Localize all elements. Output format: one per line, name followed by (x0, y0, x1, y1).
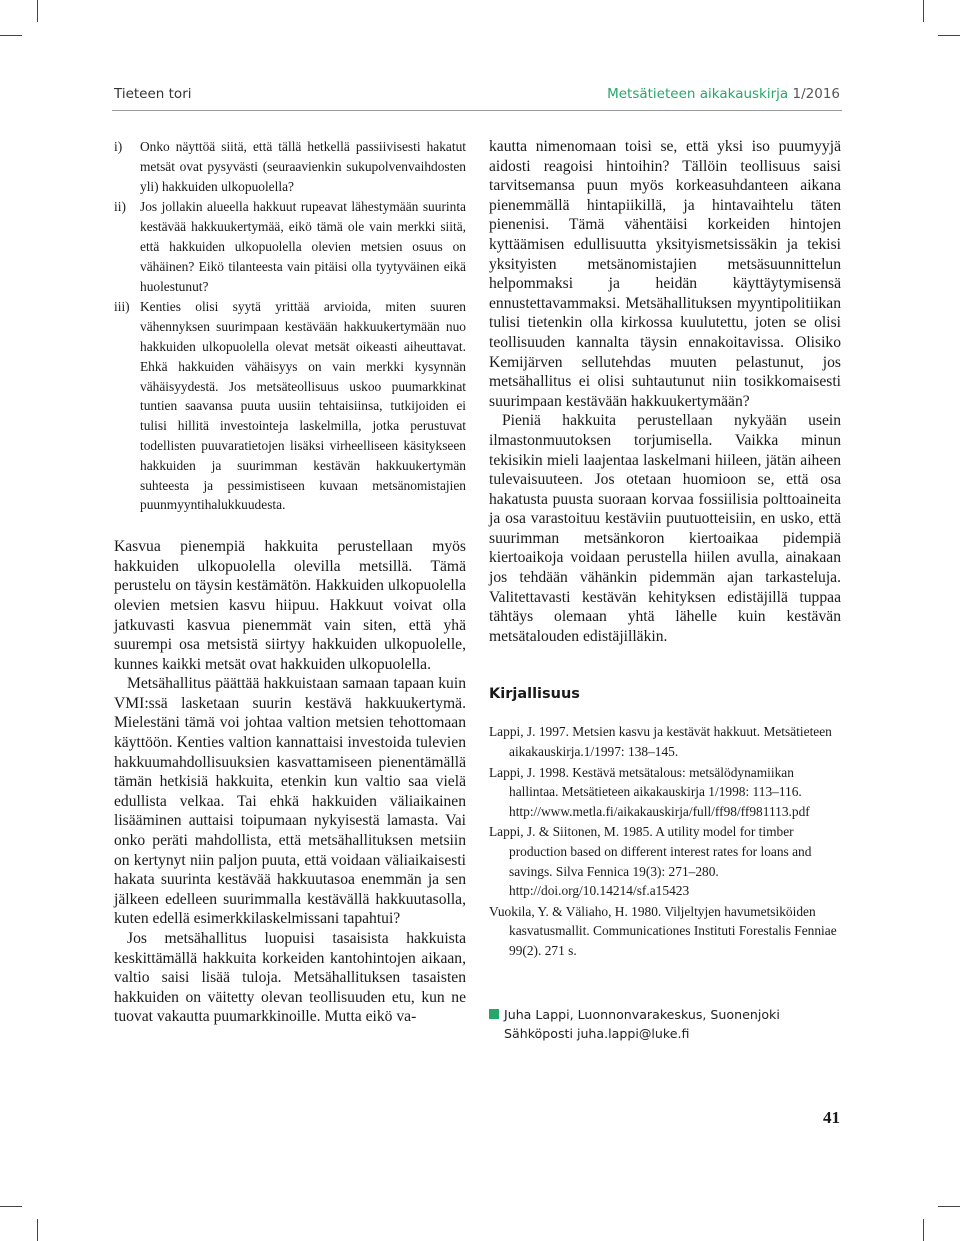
question-list (114, 137, 466, 515)
crop-mark (37, 0, 38, 22)
body-paragraph: Pieniä hakkuita perustellaan nykyään usein ilmastonmuutoksen torjumisella. Vaikka minun tekisikin mieli laajentaa laskelmani hiileen, jätän aiheen tulevaisuuteen. Jos otetaan huomioon se, että osa hakatusta puusta suoraan korvaa fossiilisia polttoaineita ja osa varastoituu kestäviin puutuotteisiin, en usko, että suurimman metsänkoron kiertoaikaa pidempiä kiertoaikoja voidaan perustella hiilen avulla, ainakaan jos tehdään vähänkin pidemmän ajan tarkasteluja. Valitettavasti kestävän kehityksen edistäjillä tuppaa tähtäys olemaan yhtä lähelle kuin kestävän metsätalouden edistäjilläkin. (489, 412, 841, 645)
question-marker: i) (114, 139, 123, 154)
right-column (489, 137, 841, 1043)
question-marker: iii) (114, 299, 130, 315)
author-name: Juha Lappi, Luonnonvarakeskus, Suonenjoki (504, 1006, 780, 1022)
question-text: Kenties olisi syytä yrittää arvioida, miten suuren vähennyksen suurimpaan kestävään hakkuukertymään nuo hakkuiden ulkopuolella olevat metsät oikeasti aiheuttavat. Ehkä hakkuiden vähäisyys on vain merkki kysynnän vähäisyydestä. Jos metsäteollisuus uskoo puumarkkinat tuntien saavansa puuta uusiin tehtaisiinsa, tutkijoiden ei tulisi hillitä investointeja laskelmilla, jotka perustuvat todellisten puuvaratietojen lisäksi virheelliseen käsitykseen hakkuiden ja suurimman kestävän hakkuukertymän suhteesta ja pessimistiseen kuvaan metsänomistajien puunmyyntihalukkuudesta. (140, 299, 466, 513)
reference-item: Lappi, J. 1997. Metsien kasvu ja kestävät hakkuut. Metsätieteen aikakauskirja.1/1997: 138–145. (489, 724, 832, 760)
author-square-icon (489, 1009, 499, 1019)
reference-item: Lappi, J. & Siitonen, M. 1985. A utility model for timber production based on different interest rates for loans and savings. Silva Fennica 19(3): 271–280. http://doi.org/10.14214/sf.a15423 (489, 824, 812, 899)
journal-name: Metsätieteen aikakauskirja (607, 86, 789, 102)
reference-list (489, 722, 841, 960)
body-paragraph: Jos metsähallitus luopuisi tasaisista hakkuista keskittämällä hakkuita korkeiden kantohintojen aikaan, valtio saisi lisää tuloja. Metsähallituksen tasaisten hakkuiden on väitetty olevan teollisuuden etu, kun ne tuovat vakautta puumarkkinoille. Mutta eikö va- (114, 930, 466, 1026)
crop-mark (923, 1219, 924, 1241)
question-text: Onko näyttöä siitä, että tällä hetkellä passiivisesti hakatut metsät ovat pysyvästi (seuraavienkin sukupolvenvaihdosten yli) hakkuiden ulkopuolella? (140, 139, 466, 194)
question-marker: ii) (114, 199, 126, 215)
body-paragraph: kautta nimenomaan toisi se, että yksi iso puumyyjä aidosti reagoisi hintoihin? Tällöin teollisuus saisi tarvitsemansa puun myös korkeasuhdanteen aikana pienemmällä hintapiikillä, ja hintavaihtelu täten pienenisi. Tämä vähentäisi korkeiden hintojen kyttäämisen edullisuutta yksityismetsissäkin ja tekisi yksityisten metsänomistajien metsäsuunnittelun helpommaksi ja heidän käyttäytymisensä ennustettavammaksi. Metsähallituksen myyntipolitiikan tulisi tietenkin olla kirkossa kuulutettu, joten se olisi teollisuuden kannalta täysin ennakoitavissa. Olisiko Kemijärven sellutehdas muuten pelastunut, jos metsähallitus ei olisi suhtautunut niin tosikkomaisesti suurimpaan kestävään hakkuukertymään? (489, 138, 841, 410)
header-divider (112, 110, 842, 111)
author-email: Sähköposti juha.lappi@luke.fi (504, 1025, 690, 1041)
question-item (114, 137, 466, 196)
references-heading: Kirjallisuus (489, 686, 580, 703)
left-column (114, 137, 466, 1027)
body-paragraph: Metsähallitus päättää hakkuistaan samaan tapaan kuin VMI:ssä lasketaan suurin kestävä hakkuukertymä. Mielestäni tämä voi johtaa valtion metsien tehottomaan käyttöön. Kenties valtion kannattaisi investoida tulevien hakkuumahdollisuuksien kasvattamiseen pienentämällä tämän hetkisiä hakkuita, etenkin kun valtio saa vielä edullista velkaa. Tai ehkä hakkuiden väliaikainen lisääminen auttaisi toipumaan nykyisestä lamasta. Vai onko peräti mahdollista, että metsähallituksen metsiin on kertynyt niin paljon puuta, että voidaan väliaikaisesti hakata suurinta kestävää hakkuutasoa enemmän ja sen jälkeen edelleen suurimmalla kestävällä hakkuutasolla, kuten edellä esimerkkilaskelmissani tapahtui? (114, 675, 466, 928)
crop-mark (37, 1219, 38, 1241)
crop-mark (938, 35, 960, 36)
question-item (114, 197, 466, 296)
reference-item: Lappi, J. 1998. Kestävä metsätalous: metsälödynamiikan hallintaa. Metsätieteen aikakauskirja 1/1998: 113–116. http://www.metla.fi/aikakauskirja/full/ff98/ff981113.pdf (489, 764, 810, 819)
question-item (114, 297, 466, 515)
body-paragraph: Kasvua pienempiä hakkuita perustellaan myös hakkuiden ulkopuolella olevilla metsillä. Tämä perustelu on täysin kestämätön. Hakkuiden ulkopuolella olevien metsien kasvu hiipuu. Hakkuut voivat olla jatkuvasti kasvua pienemmät vain siten, että yhä suurempi osa metsistä siirtyy hakkuiden ulkopuolelle, kunnes kaikki metsät ovat hakkuiden ulkopuolella. (114, 538, 466, 673)
running-header-journal (607, 86, 840, 102)
author-info (489, 1005, 841, 1043)
crop-mark (923, 0, 924, 22)
crop-mark (938, 1206, 960, 1207)
crop-mark (0, 1206, 22, 1207)
running-header-section: Tieteen tori (114, 86, 192, 102)
page-number: 41 (823, 1108, 840, 1127)
question-text: Jos jollakin alueella hakkuut rupeavat lähestymään suurinta kestävää hakkuukertymää, eikö tämä ole vain merkki siitä, että hakkuiden ulkopuolella olevien metsien osuus on vähäinen? Eikö tilanteesta vain pitäisi olla tyytyväinen eikä huolestunut? (140, 199, 466, 294)
journal-issue: 1/2016 (792, 86, 840, 102)
reference-item: Vuokila, Y. & Väliaho, H. 1980. Viljeltyjen havumetsiköiden kasvatusmallit. Communicationes Instituti Forestalis Fenniae 99(2). 271 s. (489, 903, 837, 958)
crop-mark (0, 35, 22, 36)
